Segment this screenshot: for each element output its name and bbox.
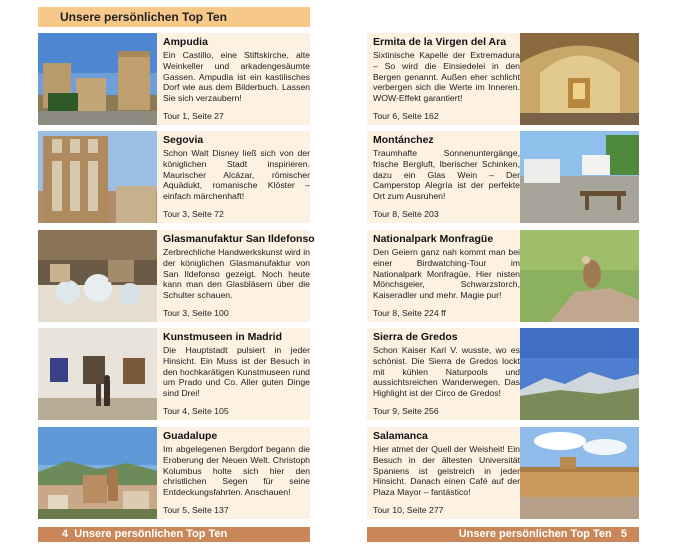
entry-tour-ref: Tour 8, Seite 203 <box>373 209 439 219</box>
page-number-left: 4 <box>62 528 69 540</box>
entry-description: Traumhafte Sonnenuntergänge, frische Bergluft, Iberischer Schinken, dazu ein Glas Wein – Der Camperstop Alegría ist der perfekte Ort zum Ausruhen! <box>373 148 520 202</box>
entry-monfrague <box>367 230 639 322</box>
entry-title: Ermita de la Virgen del Ara <box>373 36 507 48</box>
photo-guadalupe-village <box>38 427 157 519</box>
entry-description: Zerbrechliche Handwerkskunst wird in der königlichen Glasmanufaktur von San Ildefonso gezeigt. Noch heute kann man den Glasbläsern über die Schulter schauen. <box>163 247 310 301</box>
entry-tour-ref: Tour 3, Seite 100 <box>163 308 229 318</box>
entry-segovia <box>38 131 310 223</box>
entry-description: Im abgelegenen Bergdorf begann die Eroberung der Neuen Welt. Christoph Kolumbus holte sich hier den christlichen Segen für seine Entdeckungsfahrten. Anschauen! <box>163 444 310 498</box>
entry-salamanca <box>367 427 639 519</box>
entry-title: Montánchez <box>373 134 434 146</box>
entry-title: Segovia <box>163 134 204 146</box>
entry-title: Nationalpark Monfragüe <box>373 233 494 245</box>
entry-description: Hier atmet der Quell der Weisheit! Ein Besuch in der ältesten Universität Spaniens ist geistreich in jeder Hinsicht. Danach einen Café auf der Plaza Mayor – fantástico! <box>373 444 520 498</box>
entry-title: Kunstmuseen in Madrid <box>163 331 283 343</box>
entry-title: Guadalupe <box>163 430 218 442</box>
entry-glasmanufaktur <box>38 230 315 322</box>
entry-tour-ref: Tour 6, Seite 162 <box>373 111 439 121</box>
photo-vulture <box>520 230 639 322</box>
entry-description: Die Hauptstadt pulsiert in jeder Hinsicht. Ein Muss ist der Besuch in den hochkarätigen Kunstmuseen rund um Prado und Co. Aller guten Dinge sind Drei! <box>163 345 310 399</box>
entry-ampudia <box>38 33 310 125</box>
footer-label-left: Unsere persönlichen Top Ten <box>74 528 228 540</box>
entry-title: Glasmanufaktur San Ildefonso <box>163 233 315 245</box>
photo-plaza-mayor <box>520 427 639 519</box>
entry-description: Sixtinische Kapelle der Extremadura – So wird die Einsiedelei in den Bergen genannt. Außen eher schlicht verbergen sich die Werte im Inneren. WOW-Effekt garantiert! <box>373 50 520 104</box>
entry-tour-ref: Tour 1, Seite 27 <box>163 111 224 121</box>
entry-tour-ref: Tour 5, Seite 137 <box>163 505 229 515</box>
footer-label-right: Unsere persönlichen Top Ten <box>458 528 612 540</box>
entry-kunstmuseen <box>38 328 310 420</box>
entry-title: Ampudia <box>163 36 208 48</box>
entry-description: Schon Kaiser Karl V. wusste, wo es schönist. Die Sierra de Gredos lockt mit kühlen Naturpools und aussichtsreichen Wanderwegen. Das Highlight ist der Circo de Gredos! <box>373 345 520 399</box>
photo-mountains <box>520 328 639 420</box>
entry-tour-ref: Tour 4, Seite 105 <box>163 406 229 416</box>
entry-title: Salamanca <box>373 430 428 442</box>
page-number-right: 5 <box>620 528 627 540</box>
page-header-title: Unsere persönlichen Top Ten <box>60 10 227 24</box>
footer-left <box>38 527 310 542</box>
photo-glass-factory <box>38 230 157 322</box>
photo-chapel-ceiling <box>520 33 639 125</box>
entry-montanchez <box>367 131 639 223</box>
entry-guadalupe <box>38 427 310 519</box>
photo-museum-interior <box>38 328 157 420</box>
entry-title: Sierra de Gredos <box>373 331 458 343</box>
photo-camper-stop <box>520 131 639 223</box>
entry-tour-ref: Tour 8, Seite 224 ff <box>373 308 446 318</box>
entry-ermita <box>367 33 639 125</box>
photo-ampudia-castle <box>38 33 157 125</box>
entry-tour-ref: Tour 3, Seite 72 <box>163 209 224 219</box>
entry-tour-ref: Tour 9, Seite 256 <box>373 406 439 416</box>
entry-description: Den Geiern ganz nah kommt man bei einer Birdwatching-Tour im Nationalpark Monfragüe. Hier nisten Mönchsgeier, Schwarzstorch, Kaiseradler und mehr. Magie pur! <box>373 247 520 301</box>
entry-description: Schon Walt Disney ließ sich von der königlichen Stadt inspirieren. Maurischer Alcázar, römischer Aquädukt, romanische Klöster – einfach märchenhaft! <box>163 148 310 202</box>
photo-segovia-aqueduct <box>38 131 157 223</box>
entry-tour-ref: Tour 10, Seite 277 <box>373 505 444 515</box>
entry-gredos <box>367 328 639 420</box>
page-header-banner <box>38 7 310 27</box>
footer-right <box>367 527 639 542</box>
entry-description: Ein Castillo, eine Stiftskirche, alte Weinkeller und arkadengesäumte Gassen. Ampudia ist ein kastilisches Dorf wie aus dem Bilderbuch. Lassen Sie sich verzaubern! <box>163 50 310 104</box>
